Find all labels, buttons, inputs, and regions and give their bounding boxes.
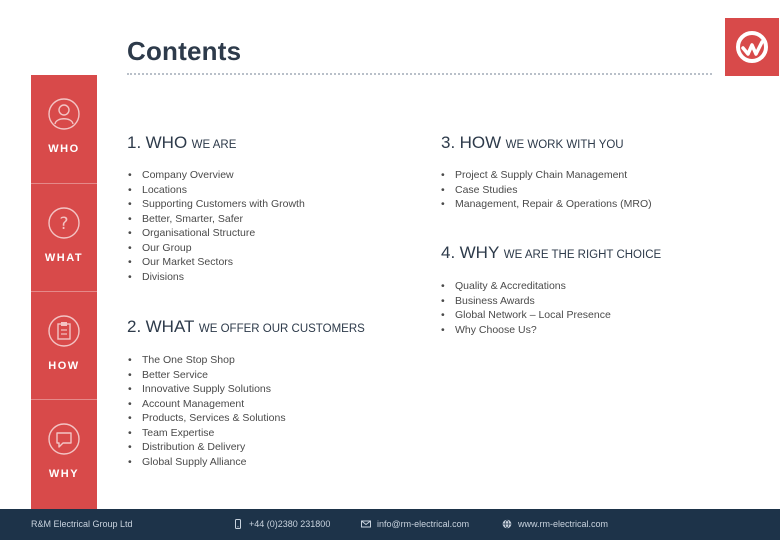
section-heading-big: WHY: [459, 243, 500, 262]
section-heading-big: HOW: [459, 133, 502, 152]
list-item: • Quality & Accreditations: [441, 279, 611, 294]
sidebar-section-how[interactable]: [31, 291, 97, 400]
sidebar-label-who: WHO: [48, 143, 80, 155]
rm-logo: [725, 18, 779, 76]
how-item-list: [441, 168, 652, 212]
list-item: • Business Awards: [441, 294, 611, 309]
list-item: • Distribution & Delivery: [128, 440, 286, 455]
sidebar-section-what[interactable]: [31, 183, 97, 292]
clipboard-icon: [47, 314, 81, 348]
title-divider: [127, 73, 712, 75]
section-heading-small: WE WORK WITH YOU: [505, 139, 624, 151]
list-item: • Better, Smarter, Safer: [128, 212, 305, 227]
person-icon: [47, 97, 81, 131]
sidebar-label-why: WHY: [48, 468, 80, 480]
sidebar-label-how: HOW: [48, 360, 80, 372]
section-number: 1.: [127, 133, 142, 152]
section-number: 2.: [127, 317, 142, 336]
section-heading-what: [127, 317, 365, 337]
footer-email[interactable]: [361, 519, 469, 529]
footer-company: [31, 519, 133, 529]
what-item-list: [128, 353, 286, 469]
list-item: • Company Overview: [128, 168, 305, 183]
section-heading-why: [441, 243, 661, 263]
rm-logo-icon: [733, 28, 771, 66]
section-heading-who: [127, 133, 236, 153]
list-item: • Innovative Supply Solutions: [128, 382, 286, 397]
list-item: • Our Group: [128, 241, 305, 256]
section-heading-small: WE ARE THE RIGHT CHOICE: [503, 249, 662, 261]
section-heading-big: WHAT: [145, 317, 195, 336]
speech-bubble-icon: [47, 422, 81, 456]
svg-text:?: ?: [59, 214, 69, 234]
email-icon: [361, 519, 371, 529]
list-item: • Supporting Customers with Growth: [128, 197, 305, 212]
footer-phone-text: +44 (0)2380 231800: [249, 519, 331, 529]
list-item: • The One Stop Shop: [128, 353, 286, 368]
sidebar-section-who[interactable]: [31, 75, 97, 183]
list-item: • Why Choose Us?: [441, 323, 611, 338]
who-item-list: [128, 168, 305, 284]
footer-bar: [0, 509, 780, 540]
list-item: • Global Network – Local Presence: [441, 308, 611, 323]
list-item: • Our Market Sectors: [128, 255, 305, 270]
list-item: • Better Service: [128, 368, 286, 383]
question-icon: [47, 206, 81, 240]
list-item: • Case Studies: [441, 183, 652, 198]
list-item: • Global Supply Alliance: [128, 455, 286, 470]
page-title: Contents: [127, 36, 242, 66]
list-item: • Locations: [128, 183, 305, 198]
list-item: • Project & Supply Chain Management: [441, 168, 652, 183]
list-item: • Account Management: [128, 397, 286, 412]
footer-phone[interactable]: [233, 519, 330, 529]
section-heading-small: WE OFFER OUR CUSTOMERS: [198, 323, 365, 335]
list-item: • Products, Services & Solutions: [128, 411, 286, 426]
footer-company-name: R&M Electrical Group Ltd: [31, 519, 133, 529]
list-item: • Divisions: [128, 270, 305, 285]
why-item-list: [441, 279, 611, 337]
section-number: 3.: [441, 133, 456, 152]
section-sidebar: [31, 75, 97, 510]
list-item: • Management, Repair & Operations (MRO): [441, 197, 652, 212]
sidebar-label-what: WHAT: [44, 252, 84, 264]
sidebar-section-why[interactable]: [31, 399, 97, 508]
section-heading-big: WHO: [145, 133, 188, 152]
phone-icon: [233, 519, 243, 529]
footer-email-text: info@rm-electrical.com: [377, 519, 470, 529]
footer-website-text: www.rm-electrical.com: [518, 519, 609, 529]
section-number: 4.: [441, 243, 456, 262]
section-heading-small: WE ARE: [191, 139, 237, 151]
section-heading-how: [441, 133, 624, 153]
globe-icon: [502, 519, 512, 529]
footer-website[interactable]: [502, 519, 608, 529]
list-item: • Organisational Structure: [128, 226, 305, 241]
list-item: • Team Expertise: [128, 426, 286, 441]
